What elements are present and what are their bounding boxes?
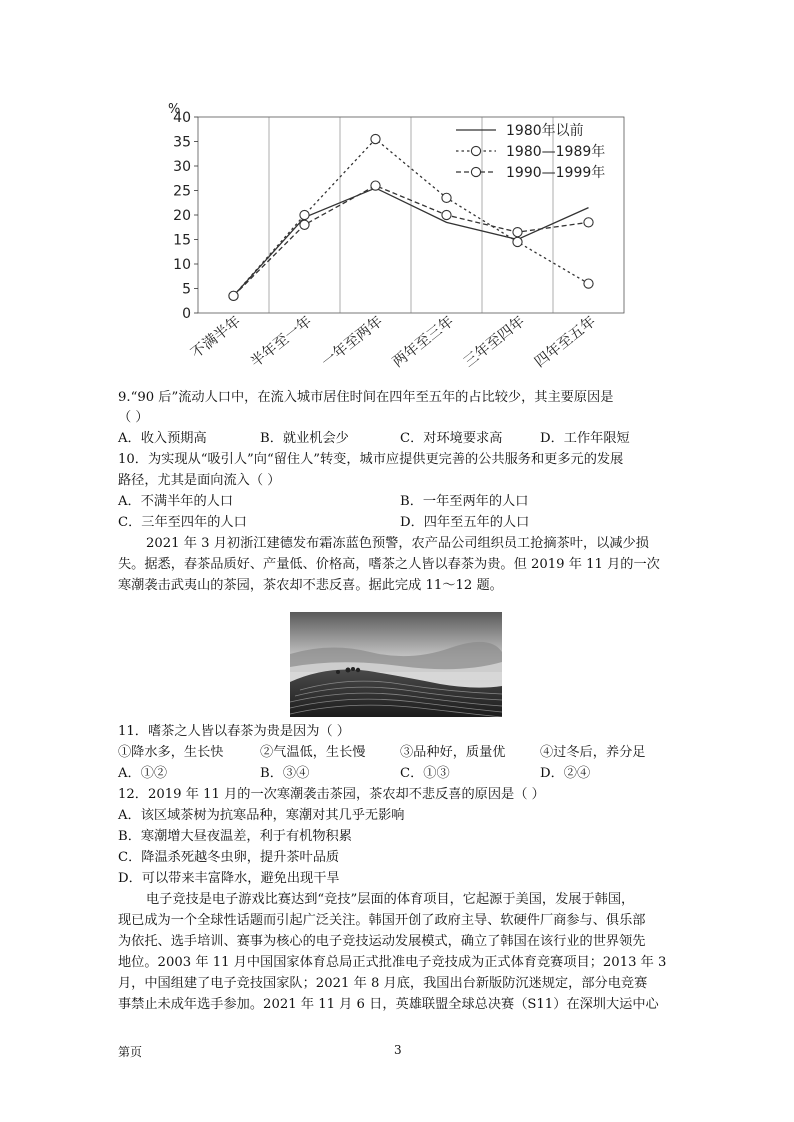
- q9-option-a[interactable]: A．收入预期高: [118, 431, 207, 446]
- passage-2-line-4: 地位。2003 年 11 月中国国家体育总局正式批准电子竞技成为正式体育竞赛项目；2013 年 3: [118, 955, 667, 970]
- series-1-point: [584, 279, 593, 288]
- x-tick-label: 两年至三年: [389, 313, 457, 371]
- q11-item-1: ①降水多，生长快: [118, 745, 224, 760]
- q11-option-a[interactable]: A．①②: [118, 766, 168, 781]
- q10-stem-line-1: 10．为实现从“吸引人”向“留住人”转变，城市应提供更完善的公共服务和更多元的发展: [118, 452, 624, 467]
- passage-2-line-6: 事禁止未成年选手参加。2021 年 11 月 6 日，英雄联盟全球总决赛（S11）在深圳大运中心: [118, 997, 659, 1012]
- q12-option-c[interactable]: C．降温杀死越冬虫卵，提升茶叶品质: [118, 850, 340, 865]
- y-tick-label: 5: [182, 281, 191, 298]
- series-1-point: [513, 237, 522, 246]
- y-axis-label: %: [168, 102, 181, 117]
- q11-items: [118, 743, 698, 763]
- q9-stem-line-1: 9.“90 后”流动人口中，在流入城市居住时间在四年至五年的占比较少，其主要原因是: [118, 390, 614, 405]
- residence-duration-line-chart: [160, 95, 630, 387]
- series-2-point: [300, 220, 309, 229]
- q10-option-d[interactable]: D．四年至五年的人口: [400, 515, 530, 530]
- series-2-point: [513, 228, 522, 237]
- passage-1-line-2: 失。据悉，春茶品质好、产量低、价格高，嗜茶之人皆以春茶为贵。但 2019 年 11 月的一次: [118, 557, 660, 572]
- q10-option-c[interactable]: C．三年至四年的人口: [118, 515, 247, 530]
- footer-label: 第页: [118, 1045, 143, 1059]
- q11-option-d[interactable]: D．②④: [540, 766, 591, 781]
- series-2-point: [371, 181, 380, 190]
- q12-option-a[interactable]: A．该区域茶树为抗寒品种，寒潮对其几乎无影响: [118, 808, 405, 823]
- q11-item-3: ③品种好，质量优: [400, 745, 506, 760]
- q11-item-4: ④过冬后，养分足: [540, 745, 646, 760]
- y-tick-label: 35: [173, 134, 191, 151]
- y-tick-label: 20: [173, 208, 191, 224]
- y-tick-label: 25: [173, 183, 191, 200]
- y-tick-label: 40: [173, 110, 191, 126]
- x-tick-label: 半年至一年: [247, 313, 315, 371]
- chart-svg: [160, 95, 630, 387]
- y-tick-label: 30: [173, 159, 191, 175]
- q12-stem: 12．2019 年 11 月的一次寒潮袭击茶园，茶农却不悲反喜的原因是（ ）: [118, 787, 545, 802]
- x-tick-label: 不满半年: [188, 313, 244, 362]
- q10-options-row-1: [118, 492, 698, 512]
- q12-option-b[interactable]: B．寒潮增大昼夜温差，利于有机物积累: [118, 829, 352, 844]
- legend-label-2: 1990—1999年: [506, 165, 606, 181]
- q11-item-2: ②气温低，生长慢: [260, 745, 366, 760]
- passage-2-line-3: 为依托、选手培训、赛事为核心的电子竞技运动发展模式，确立了韩国在该行业的世界领先: [118, 934, 646, 949]
- series-1-point: [300, 210, 309, 219]
- q12-option-d[interactable]: D．可以带来丰富降水，避免出现干旱: [118, 871, 340, 886]
- q9-option-b[interactable]: B．就业机会少: [260, 431, 349, 446]
- y-tick-label: 15: [173, 232, 191, 249]
- passage-1-line-1: 2021 年 3 月初浙江建德发布霜冻蓝色预警，农产品公司组织员工抢摘茶叶，以减少损: [146, 536, 649, 551]
- passage-2-line-5: 月，中国组建了电子竞技国家队；2021 年 8 月底，我国出台新版防沉迷规定，部分电竞赛: [118, 976, 648, 991]
- legend-marker-1: [471, 146, 480, 155]
- q10-options-row-2: [118, 513, 698, 533]
- q11-option-c[interactable]: C．①③: [400, 766, 450, 781]
- tea-garden-photo: [290, 612, 502, 717]
- legend-label-0: 1980年以前: [506, 123, 584, 139]
- q9-options: [118, 429, 698, 449]
- y-tick-label: 10: [173, 257, 191, 273]
- page-number: 3: [394, 1043, 402, 1057]
- q9-option-c[interactable]: C．对环境要求高: [400, 431, 503, 446]
- q9-stem-line-2: （ ）: [118, 410, 149, 425]
- y-tick-label: 0: [182, 306, 191, 322]
- q11-options: [118, 764, 698, 784]
- q11-stem: 11．嗜茶之人皆以春茶为贵是因为（ ）: [118, 724, 350, 739]
- q10-option-a[interactable]: A．不满半年的人口: [118, 494, 234, 509]
- q10-stem-line-2: 路径，尤其是面向流入（ ）: [118, 473, 281, 488]
- series-2-point: [229, 291, 238, 300]
- series-1-point: [442, 193, 451, 202]
- x-tick-label: 三年至四年: [460, 313, 528, 371]
- series-2-point: [442, 210, 451, 219]
- q10-option-b[interactable]: B．一年至两年的人口: [400, 494, 529, 509]
- x-tick-label: 四年至五年: [531, 313, 599, 371]
- passage-2-line-2: 现已成为一个全球性话题而引起广泛关注。韩国开创了政府主导、软硬件厂商参与、俱乐部: [118, 913, 646, 928]
- legend-marker-2: [471, 167, 480, 176]
- passage-1-line-3: 寒潮袭击武夷山的茶园，茶农却不悲反喜。据此完成 11～12 题。: [118, 578, 503, 593]
- legend-label-1: 1980—1989年: [506, 144, 606, 160]
- x-tick-label: 一年至两年: [318, 313, 386, 371]
- series-1-point: [371, 134, 380, 143]
- q11-option-b[interactable]: B．③④: [260, 766, 310, 781]
- q9-option-d[interactable]: D．工作年限短: [540, 431, 630, 446]
- series-2-point: [584, 218, 593, 227]
- passage-2-line-1: 电子竞技是电子游戏比赛达到“竞技”层面的体育项目，它起源于美国，发展于韩国，: [146, 892, 635, 907]
